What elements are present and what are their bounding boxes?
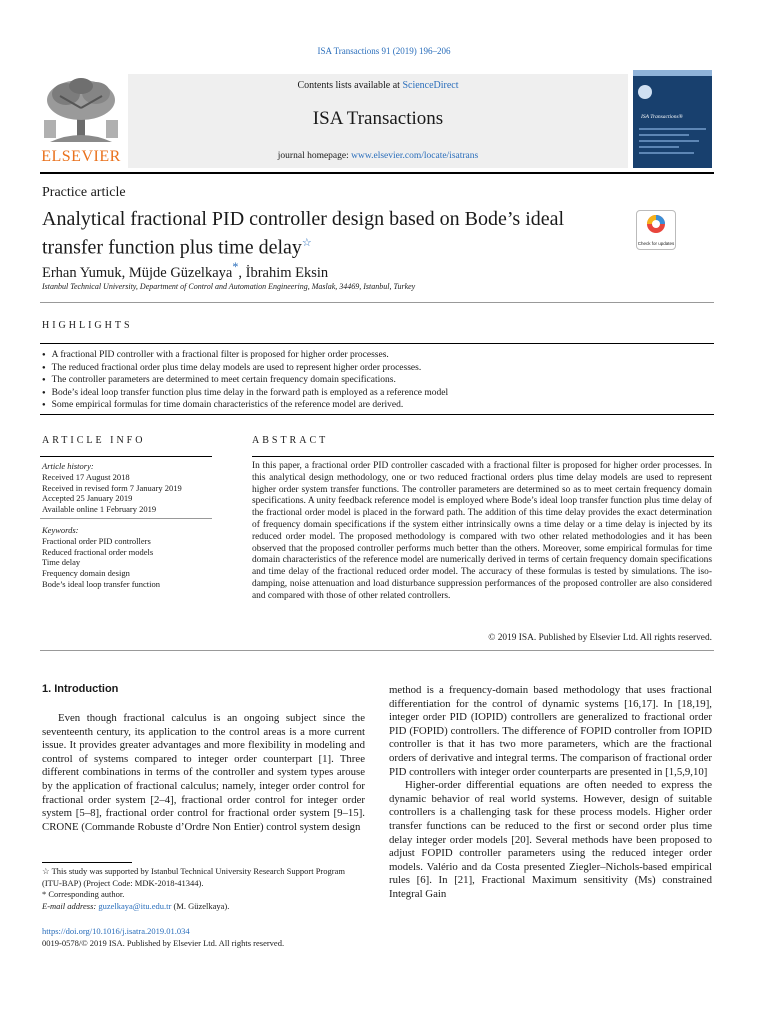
sciencedirect-link[interactable]: ScienceDirect [402, 80, 459, 91]
highlights-list [42, 349, 712, 412]
footnotes [42, 866, 365, 912]
author-email-link[interactable]: guzelkaya@itu.edu.tr [98, 900, 172, 911]
doi-link[interactable]: https://doi.org/10.1016/j.isatra.2019.01.034 [42, 926, 190, 936]
divider [40, 456, 212, 457]
abstract-heading: ABSTRACT [252, 435, 329, 446]
divider [40, 343, 714, 344]
history-item: Accepted 25 January 2019 [42, 493, 133, 504]
divider [40, 414, 714, 415]
article-title-text: Analytical fractional PID controller design based on Bode’s ideal transfer function plus time delay [42, 208, 565, 259]
divider [40, 302, 714, 303]
history-label: Article history: [42, 461, 94, 471]
authors-part-2: , İbrahim Eksin [238, 264, 329, 281]
body-column-left [42, 712, 365, 834]
homepage-prefix: journal homepage: [277, 151, 352, 161]
elsevier-wordmark: ELSEVIER [41, 148, 121, 165]
corresponding-author-mark[interactable]: * [232, 260, 239, 274]
corresponding-author-footnote: * Corresponding author. [42, 889, 125, 899]
highlights-heading: HIGHLIGHTS [42, 320, 133, 331]
highlight-item: ● Bode’s ideal loop transfer function plus time delay in the forward path is employed as a reference model [42, 387, 712, 400]
history-item: Received 17 August 2018 [42, 471, 130, 482]
keywords-label: Keywords: [42, 525, 79, 535]
body-column-right [389, 684, 712, 902]
body-paragraph: method is a frequency-domain based methodology that uses fractional differentiation for the control of dynamic systems [16,17]. In [18,19], integer order PID (IOPID) controllers are generalized to fractional order PID (FOPID) controllers. The difference of FOPID controller from IOPID controller is that it has two more parameters, which are the fractional orders of derivative and integral terms. The comparison of fractional order PID controllers with integer order counterparts are presented in [1,5,9,10] [389, 684, 712, 778]
article-title [42, 207, 602, 260]
contents-line [128, 80, 628, 91]
check-for-updates-label: Check for updates [637, 241, 675, 246]
issn-copyright: 0019-0578/© 2019 ISA. Published by Elsevier Ltd. All rights reserved. [42, 938, 285, 948]
keyword-item: Frequency domain design [42, 568, 130, 579]
funding-footnote: ☆ This study was supported by Istanbul Technical University Research Support Program (ITU-BAP) (Project Code: MDK-2018-41344). [42, 866, 345, 888]
check-for-updates-badge[interactable] [636, 210, 676, 250]
divider [252, 456, 714, 457]
highlight-item: ● A fractional PID controller with a fractional filter is proposed for higher order processes. [42, 349, 712, 362]
email-suffix: (M. Güzelkaya). [171, 900, 230, 911]
journal-homepage-link[interactable]: www.elsevier.com/locate/isatrans [351, 151, 479, 161]
body-paragraph: Higher-order differential equations are often needed to express the dynamic behavior of real world systems. However, design of suitable controllers is a challenging task for these process models. Higher order transfer functions can be reduced to the first or second order plus time delay integer order models [20]. Several methods have been proposed to adjust FOPID controller parameters using the reduced integer order models. Valério and da Costa presented Ziegler–Nichols-based empirical rules [6]. In [21], Fractional Maximum sensitivity (Ms) constrained Integral Gain [389, 779, 712, 900]
authors-part-1: Erhan Yumuk, Müjde Güzelkaya [42, 264, 233, 281]
highlight-item: ● Some empirical formulas for time domain characteristics of the reference model are derived. [42, 399, 712, 412]
affiliation: Istanbul Technical University, Department of Control and Automation Engineering, Maslak, 34469, Istanbul, Turkey [42, 282, 416, 291]
divider [40, 518, 212, 519]
article-info-heading: ARTICLE INFO [42, 435, 146, 446]
highlight-item: ● The controller parameters are determined to meet certain frequency domain specifications. [42, 374, 712, 387]
abstract-copyright: © 2019 ISA. Published by Elsevier Ltd. All rights reserved. [488, 633, 712, 643]
cover-title: ISA Transactions® [641, 114, 683, 120]
header-rule [40, 172, 714, 174]
email-label: E-mail address: [42, 900, 99, 911]
body-paragraph: Even though fractional calculus is an ongoing subject since the seventeenth century, its application to the control areas is a more current issue. It provides greater advantages and more flexibility in modeling and control of systems compared to integer order counterpart [1]. Three different combinations in terms of the controller and system types arouse by the application of fractional calculus; namely, integer order control for fractional order system [2–4], fractional order control for integer order system [5–8], fractional order control for fractional order system [9–15]. CRONE (Commande Robuste d’Ordre Non Entier) control system design [42, 712, 365, 833]
title-footnote-star[interactable]: ☆ [301, 237, 312, 249]
homepage-line [128, 151, 628, 161]
history-item: Received in revised form 7 January 2019 [42, 482, 182, 493]
journal-cover-thumbnail[interactable] [633, 70, 712, 168]
email-footnote [42, 901, 365, 913]
keyword-item: Bode’s ideal loop transfer function [42, 578, 161, 589]
highlight-item: ● The reduced fractional order plus time delay models are used to represent higher order processes. [42, 362, 712, 375]
keyword-item: Time delay [42, 557, 81, 568]
divider [40, 650, 714, 651]
section-heading-introduction: 1. Introduction [42, 683, 119, 695]
article-type: Practice article [42, 185, 126, 200]
article-history [42, 461, 214, 515]
abstract-text: In this paper, a fractional order PID controller cascaded with a fractional filter is proposed for higher order processes. In this analytical design methodology, one or two reduced fractional orders plus time delay models are used to represent higher order system transfer functions. The controller parameters are determined so as to meet certain frequency domain specifications. A unity feedback reference model is employed where Bode’s ideal loop transfer function plus time delay of the fractional order model is placed in the forward path. The addition of this time delay provides the exact determination of frequency domain specifications if the system either intrinsically owns a time delay or a time delay is injected by its reduced order model. The proposed methodology is compared with two other related methodologies and it has been observed that the proposed controller performs much better than the others. Moreover, some empirical formulas for time domain characteristics of the reference model are numerically derived in terms of certain frequency domain specifications and time delay of the fractional reduced order model. The accuracy of these formulas is tested by simulations. The iso-damping, noise attenuation and load disturbance suppression performances of the proposed controller are also considered and compared with those of other related controllers. [252, 461, 712, 601]
history-item: Available online 1 February 2019 [42, 504, 157, 515]
keyword-item: Reduced fractional order models [42, 546, 154, 557]
keywords [42, 525, 214, 590]
journal-reference[interactable]: ISA Transactions 91 (2019) 196–206 [317, 46, 451, 56]
contents-prefix: Contents lists available at [297, 80, 403, 91]
footnote-rule [42, 862, 132, 863]
author-list [42, 260, 328, 282]
keyword-item: Fractional order PID controllers [42, 535, 151, 546]
journal-title: ISA Transactions [312, 108, 444, 129]
